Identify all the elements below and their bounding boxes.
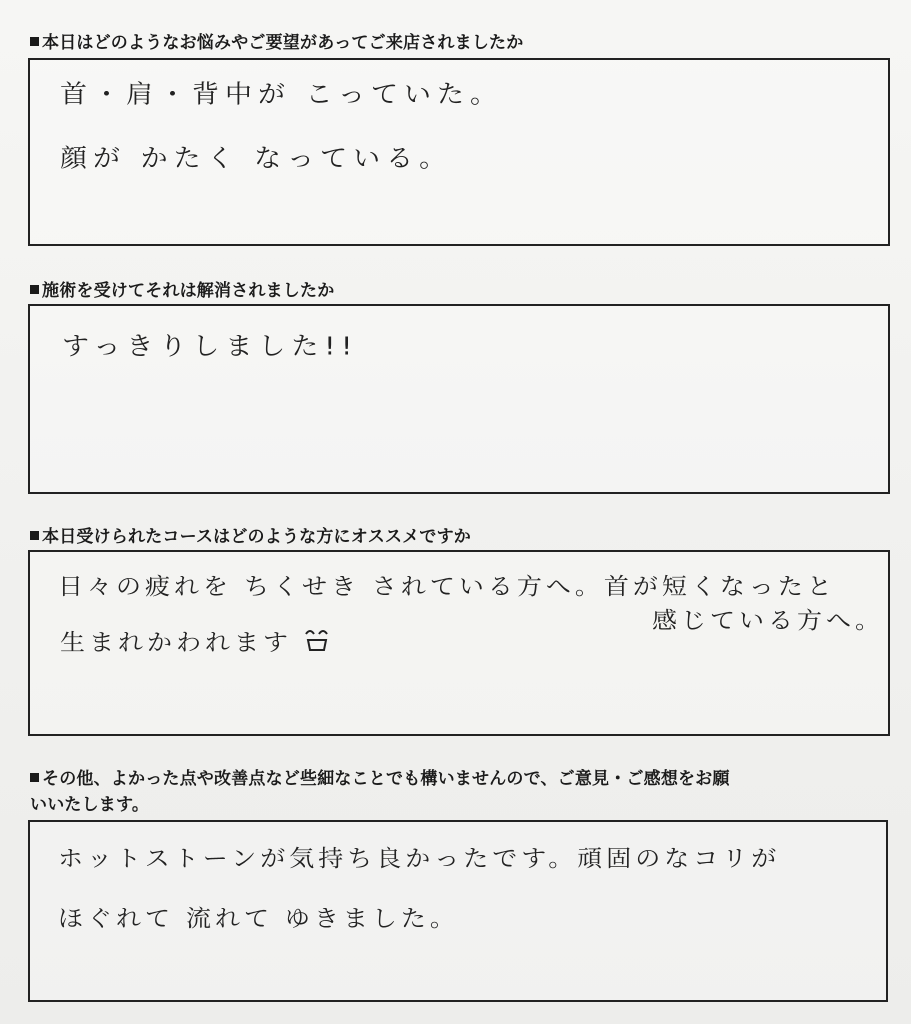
question-1-label: 本日はどのようなお悩みやご要望があってご来店されましたか bbox=[30, 32, 523, 54]
answer-3-line-3: 生まれかわれます bbox=[60, 628, 293, 656]
answer-1-line-1: 首・肩・背中が こっていた。 bbox=[60, 80, 504, 109]
answer-3-line-2: 感じている方へ。 bbox=[652, 606, 885, 634]
answer-box-3 bbox=[28, 550, 890, 736]
answer-2-line-1: すっきりしました!! bbox=[62, 332, 359, 361]
answer-1-line-2: 顔が かたく なっている。 bbox=[60, 144, 453, 173]
answer-box-4 bbox=[28, 820, 888, 1002]
bullet-square-icon bbox=[30, 773, 39, 782]
bullet-square-icon bbox=[30, 531, 39, 540]
question-3-label: 本日受けられたコースはどのような方にオススメですか bbox=[30, 526, 471, 548]
question-2-label: 施術を受けてそれは解消されましたか bbox=[30, 280, 334, 302]
question-4-label-line-1: その他、よかった点や改善点など些細なことでも構いませんので、ご意見・ご感想をお願 bbox=[30, 768, 730, 790]
answer-box-1 bbox=[28, 58, 890, 246]
bullet-square-icon bbox=[30, 37, 39, 46]
answer-3-line-1: 日々の疲れを ちくせき されている方へ。首が短くなったと bbox=[58, 572, 836, 600]
smile-face-icon bbox=[302, 624, 332, 654]
question-4-label-line-2: いいたします。 bbox=[30, 795, 150, 815]
answer-box-2 bbox=[28, 304, 890, 494]
answer-4-line-2: ほぐれて 流れて ゆきました。 bbox=[58, 904, 459, 932]
answer-4-line-1: ホットストーンが気持ち良かったです。頑固のなコリが bbox=[58, 844, 781, 872]
bullet-square-icon bbox=[30, 285, 39, 294]
